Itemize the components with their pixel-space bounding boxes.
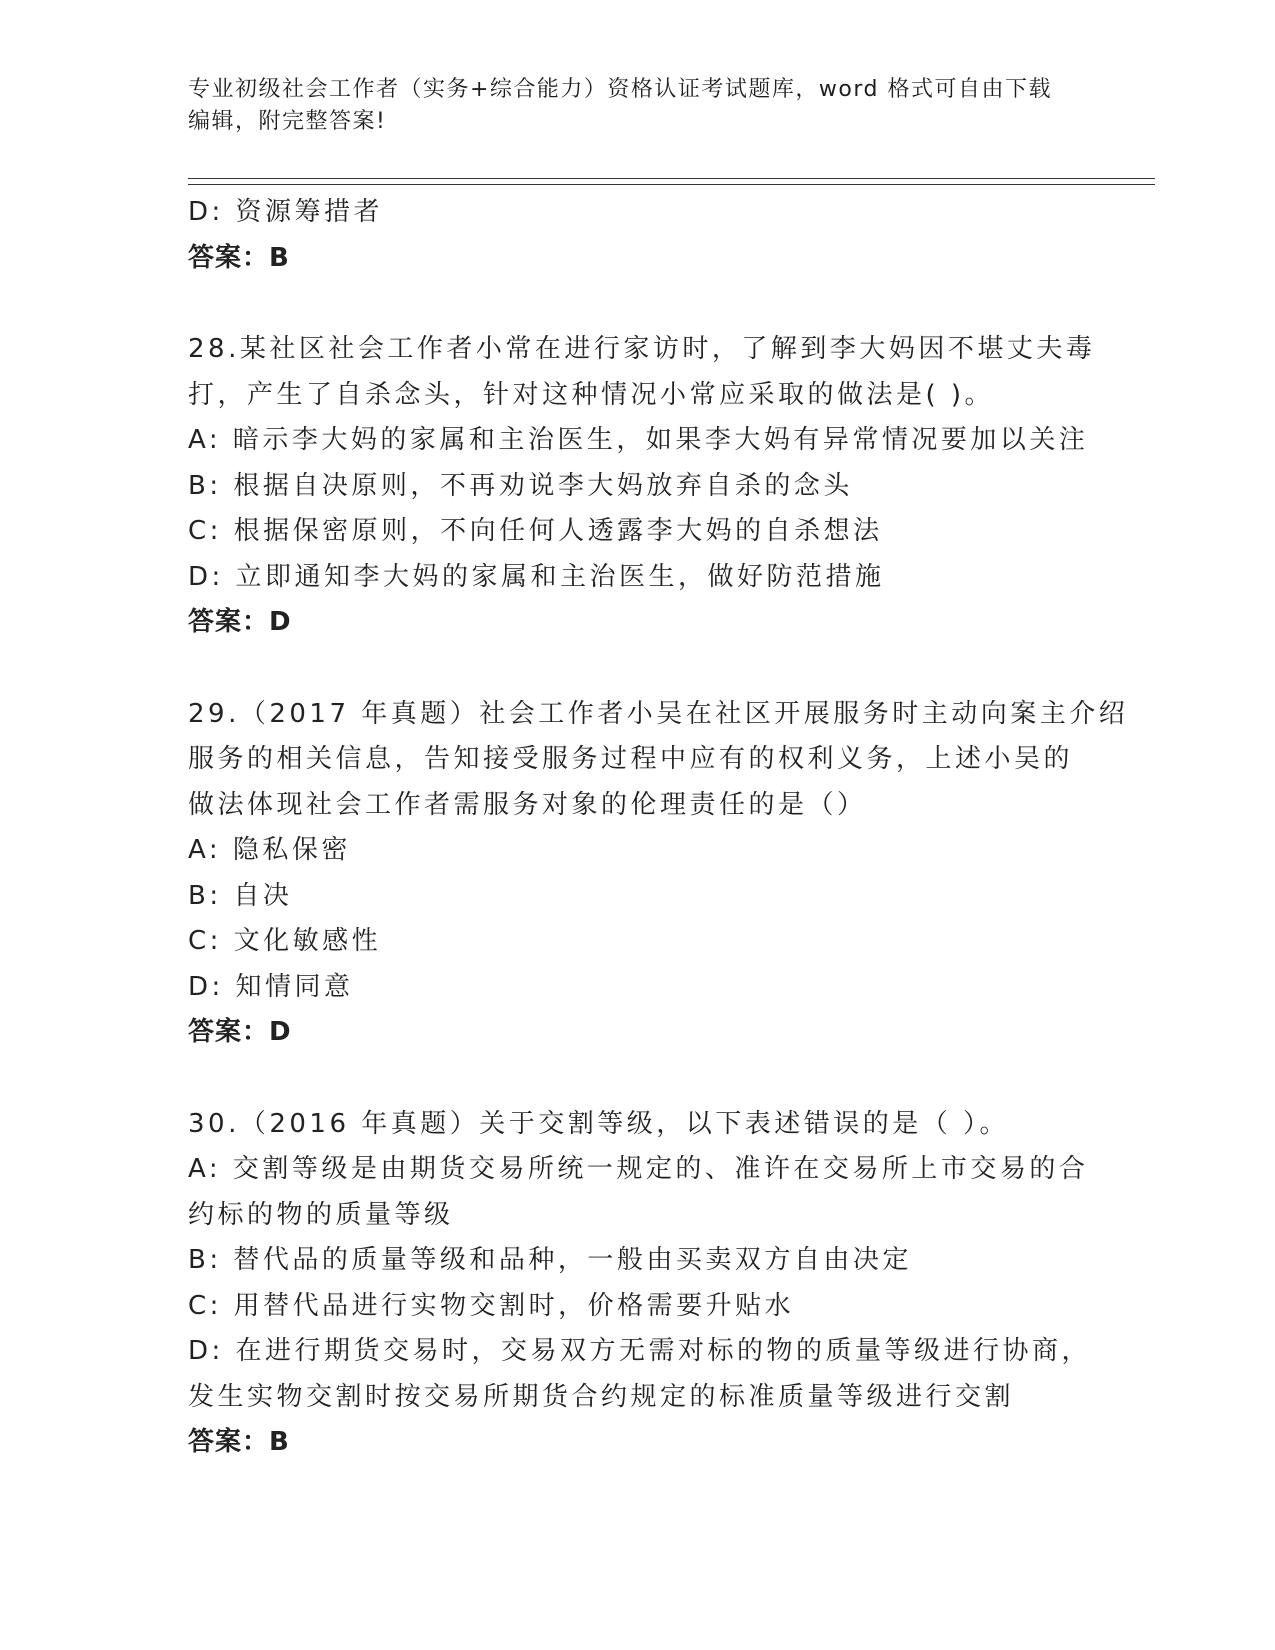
option-c: C: 文化敏感性 [188,926,382,956]
spacer [188,1056,1088,1102]
header-line-2: 编辑，附完整答案! [188,109,387,134]
question-stem-continued: 打，产生了自杀念头，针对这种情况小常应采取的做法是( )。 [188,379,995,410]
header-line-1: 专业初级社会工作者（实务+综合能力）资格认证考试题库，word 格式可自由下载 [188,77,1053,102]
question-stem: 28.某社区社会工作者小常在进行家访时，了解到李大妈因不堪丈夫毒 [188,334,1096,364]
answer: 答案：B [188,1427,290,1457]
spacer [188,281,1088,327]
question-27-tail [188,190,1088,281]
option-d: D: 立即通知李大妈的家属和主治医生，做好防范措施 [188,561,885,592]
header-divider [188,178,1155,185]
question-stem: 30.（2016 年真题）关于交割等级，以下表述错误的是（ ）。 [188,1108,1010,1139]
option-c: C: 用替代品进行实物交割时，价格需要升贴水 [188,1290,795,1321]
question-30 [188,1102,1092,1466]
option-b: B: 根据自决原则，不再劝说李大妈放弃自杀的念头 [188,470,853,501]
option-a-continued: 约标的物的质量等级 [188,1199,454,1230]
option-a: A: 交割等级是由期货交易所统一规定的、准许在交易所上市交易的合 [188,1154,1089,1184]
option-d: D: 资源筹措者 [188,197,384,227]
document-body [188,190,1129,1466]
page-header [188,74,1088,138]
option-d-continued: 发生实物交割时按交易所期货合约规定的标准质量等级进行交割 [188,1381,1015,1412]
option-d: D: 知情同意 [188,971,354,1002]
answer: 答案：D [188,607,292,637]
question-29 [188,692,1129,1056]
question-stem-continued: 服务的相关信息，告知接受服务过程中应有的权利义务，上述小吴的 [188,744,1074,774]
answer: 答案：D [188,1017,292,1047]
question-stem: 29.（2017 年真题）社会工作者小吴在社区开展服务时主动向案主介绍 [188,698,1129,729]
option-b: B: 自决 [188,880,293,911]
option-a: A: 隐私保密 [188,835,351,865]
option-b: B: 替代品的质量等级和品种，一般由买卖双方自由决定 [188,1245,912,1275]
spacer [188,646,1088,692]
option-a: A: 暗示李大妈的家属和主治医生，如果李大妈有异常情况要加以关注 [188,425,1089,455]
question-stem-continued: 做法体现社会工作者需服务对象的伦理责任的是（） [188,789,867,820]
answer: 答案：B [188,242,290,273]
option-c: C: 根据保密原则，不向任何人透露李大妈的自杀想法 [188,516,883,546]
question-28 [188,327,1096,646]
option-d: D: 在进行期货交易时，交易双方无需对标的物的质量等级进行协商， [188,1336,1092,1366]
